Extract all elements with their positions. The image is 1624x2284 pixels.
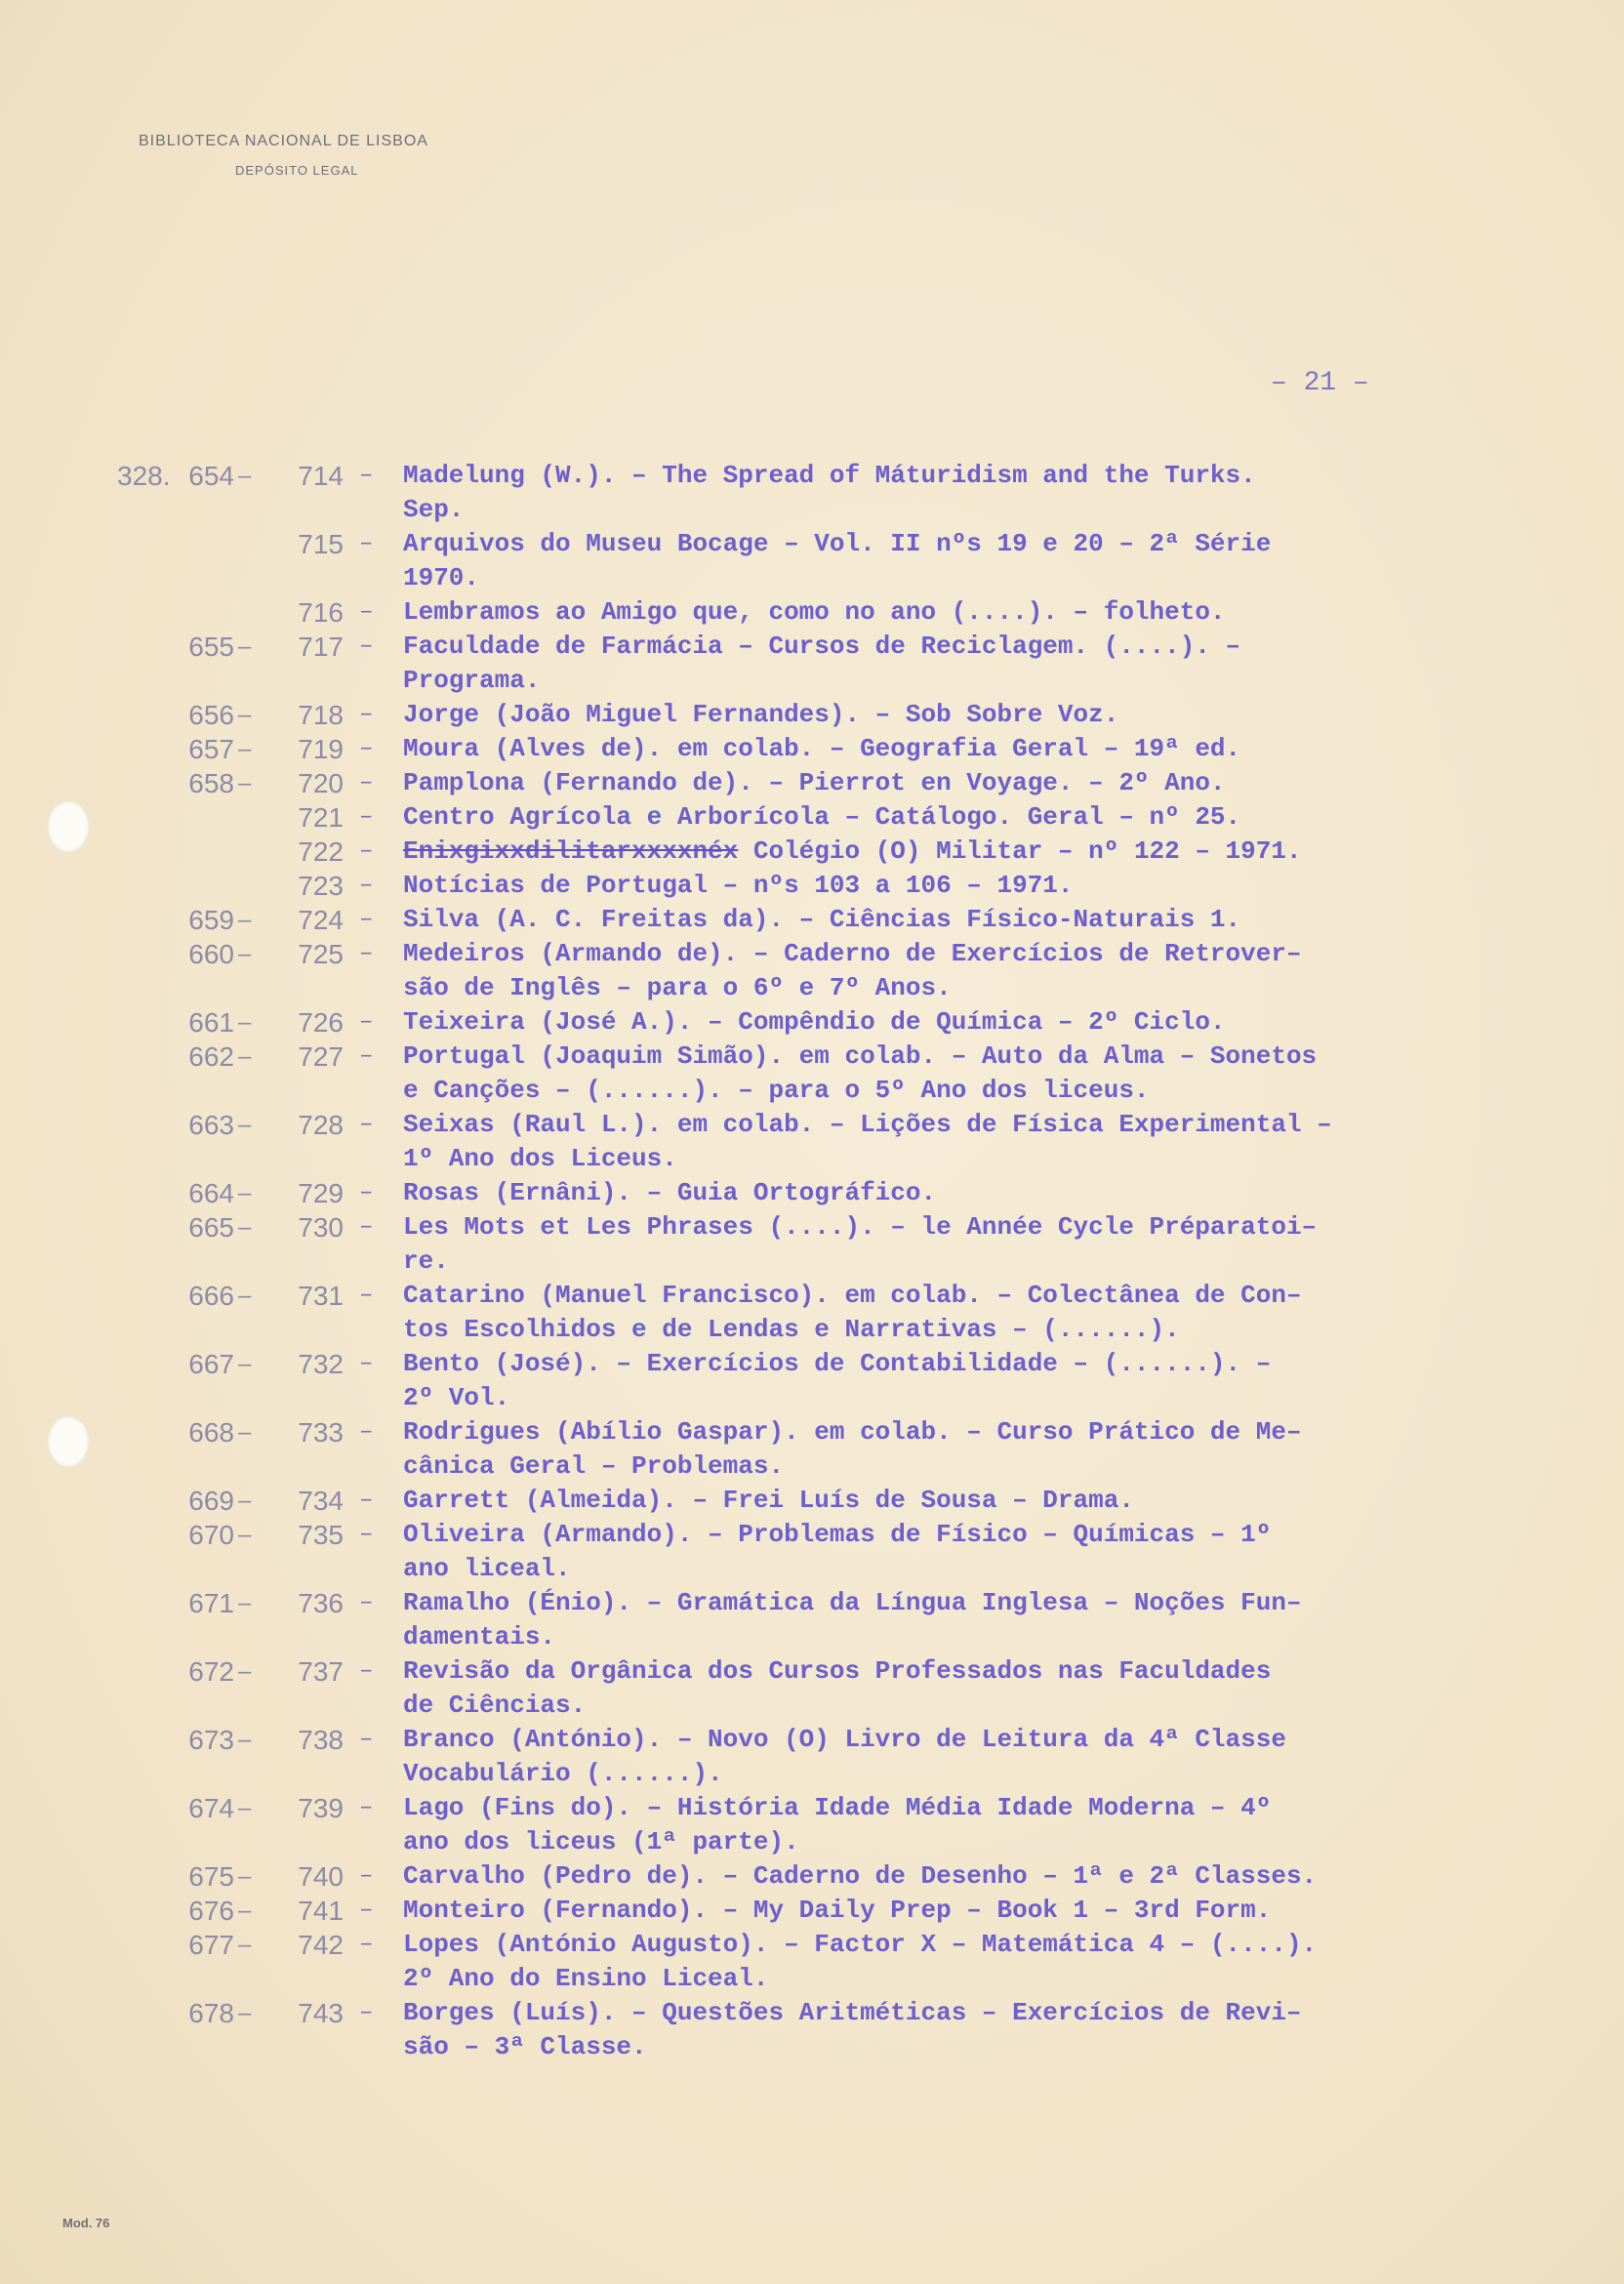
entry-title: Teixeira (José A.). – Compêndio de Química – 2º Ciclo.: [403, 1007, 1226, 1037]
entry-number: 732: [298, 1349, 344, 1379]
entry-continuation: cânica Geral – Problemas.: [403, 1451, 785, 1481]
entry-number: 724: [298, 905, 344, 935]
entry-first-line: [0, 1210, 1624, 1244]
separator-dash: –: [238, 1180, 252, 1206]
separator-dash: –: [359, 1522, 374, 1548]
separator-dash: –: [359, 1214, 374, 1241]
entry-continuation: tos Escolhidos e de Lendas e Narrativas – (......).: [403, 1315, 1180, 1344]
entry-title: Lopes (António Augusto). – Factor X – Matemática 4 – (....).: [403, 1930, 1318, 1959]
library-number: 677: [188, 1930, 234, 1960]
entry-first-line: [0, 1040, 1624, 1074]
entry-number: 743: [298, 1998, 344, 2028]
catalog-entry: [0, 766, 1624, 800]
entry-continuation-line: [0, 1142, 1624, 1176]
separator-dash: –: [238, 907, 252, 933]
entry-number: 737: [298, 1656, 344, 1687]
library-number: 657: [188, 734, 234, 764]
catalog-entry: [0, 1210, 1624, 1279]
catalog-entry: [0, 1108, 1624, 1176]
separator-dash: –: [238, 1009, 252, 1036]
separator-dash: –: [359, 1727, 374, 1753]
separator-dash: –: [359, 1590, 374, 1616]
entry-continuation: ano dos liceus (1ª parte).: [403, 1827, 799, 1856]
separator-dash: –: [238, 1112, 252, 1138]
entry-title: Jorge (João Miguel Fernandes). – Sob Sobre Voz.: [403, 700, 1119, 729]
entry-number: 733: [298, 1417, 344, 1448]
entry-number: 719: [298, 734, 344, 764]
entry-continuation: 2º Ano do Ensino Liceal.: [403, 1964, 769, 1993]
entry-continuation: são de Inglês – para o 6º e 7º Anos.: [403, 973, 952, 1002]
entry-title: Branco (António). – Novo (O) Livro de Leitura da 4ª Classe: [403, 1725, 1286, 1754]
entry-number: 718: [298, 700, 344, 730]
catalog-entry: [0, 1894, 1624, 1928]
entry-continuation-line: [0, 493, 1624, 527]
entry-title: Pamplona (Fernando de). – Pierrot en Voyage. – 2º Ano.: [403, 768, 1226, 797]
entry-title: Madelung (W.). – The Spread of Máturidism and the Turks.: [403, 461, 1256, 490]
entry-continuation: de Ciências.: [403, 1691, 587, 1720]
library-number: 662: [188, 1041, 234, 1072]
entry-first-line: [0, 1176, 1624, 1210]
entry-number: 729: [298, 1178, 344, 1208]
catalog-entry: [0, 1791, 1624, 1859]
entry-first-line: [0, 1791, 1624, 1825]
entry-continuation-line: [0, 1757, 1624, 1791]
catalog-entry: [0, 1484, 1624, 1518]
separator-dash: –: [238, 633, 252, 660]
entry-first-line: [0, 800, 1624, 835]
entry-title: Lembramos ao Amigo que, como no ano (....). – folheto.: [403, 597, 1226, 627]
separator-dash: –: [238, 1419, 252, 1446]
catalog-entry: [0, 527, 1624, 595]
entry-title: Faculdade de Farmácia – Cursos de Reciclagem. (....). –: [403, 632, 1241, 661]
entry-title: Notícias de Portugal – nºs 103 a 106 – 1971.: [403, 871, 1074, 900]
entry-continuation-line: [0, 1381, 1624, 1415]
entry-title: Catarino (Manuel Francisco). em colab. – Colectânea de Con–: [403, 1281, 1302, 1310]
entry-continuation: Sep.: [403, 495, 465, 524]
catalog-entry: [0, 937, 1624, 1005]
library-number: 663: [188, 1110, 234, 1140]
separator-dash: –: [238, 1351, 252, 1377]
separator-dash: –: [359, 1043, 374, 1070]
entry-title: Carvalho (Pedro de). – Caderno de Desenho – 1ª e 2ª Classes.: [403, 1861, 1318, 1891]
separator-dash: –: [359, 1419, 374, 1446]
separator-dash: –: [359, 1180, 374, 1206]
page-number: – 21 –: [1271, 368, 1369, 398]
separator-dash: –: [238, 1897, 252, 1924]
separator-dash: –: [238, 1590, 252, 1616]
separator-dash: –: [238, 1932, 252, 1958]
separator-dash: –: [359, 1351, 374, 1377]
separator-dash: –: [238, 1488, 252, 1514]
entry-continuation-line: [0, 1825, 1624, 1859]
separator-dash: –: [238, 1795, 252, 1821]
entry-title: Medeiros (Armando de). – Caderno de Exercícios de Retrover–: [403, 939, 1302, 968]
entry-continuation-line: [0, 1552, 1624, 1586]
entry-first-line: [0, 1484, 1624, 1518]
catalog-entry: [0, 595, 1624, 630]
entry-continuation: 2º Vol.: [403, 1383, 510, 1412]
entry-first-line: [0, 1894, 1624, 1928]
separator-dash: –: [238, 770, 252, 796]
entry-title: Rodrigues (Abílio Gaspar). em colab. – Curso Prático de Me–: [403, 1417, 1302, 1447]
entry-title: Les Mots et Les Phrases (....). – le Année Cycle Préparatoi–: [403, 1212, 1318, 1242]
entry-first-line: [0, 1108, 1624, 1142]
separator-dash: –: [359, 463, 374, 489]
catalog-entry: [0, 1279, 1624, 1347]
separator-dash: –: [359, 1009, 374, 1036]
separator-dash: –: [359, 1932, 374, 1958]
entry-title-text: Colégio (O) Militar – nº 122 – 1971.: [752, 836, 1302, 866]
catalog-entry: [0, 869, 1624, 903]
catalog-entry: [0, 1996, 1624, 2064]
entry-number: 717: [298, 632, 344, 662]
entry-first-line: [0, 766, 1624, 800]
entry-title: Oliveira (Armando). – Problemas de Físico – Químicas – 1º: [403, 1520, 1272, 1549]
entry-first-line: [0, 1347, 1624, 1381]
entry-continuation-line: [0, 664, 1624, 698]
entry-number: 725: [298, 939, 344, 969]
separator-dash: –: [359, 873, 374, 899]
entry-first-line: [0, 527, 1624, 561]
entry-title: Portugal (Joaquim Simão). em colab. – Auto da Alma – Sonetos: [403, 1041, 1318, 1071]
library-number: 675: [188, 1861, 234, 1892]
catalog-entry: [0, 1518, 1624, 1586]
entry-title: Revisão da Orgânica dos Cursos Professados nas Faculdades: [403, 1656, 1272, 1686]
library-number: 669: [188, 1486, 234, 1516]
entry-continuation: damentais.: [403, 1622, 556, 1652]
entry-continuation-line: [0, 1962, 1624, 1996]
entry-continuation: re.: [403, 1246, 449, 1276]
entry-first-line: [0, 1859, 1624, 1894]
entry-continuation: 1970.: [403, 563, 480, 592]
entry-number: 720: [298, 768, 344, 798]
entry-first-line: [0, 1723, 1624, 1757]
separator-dash: –: [359, 633, 374, 660]
catalog-entry: [0, 698, 1624, 732]
entry-first-line: [0, 1005, 1624, 1040]
institution-header: BIBLIOTECA NACIONAL DE LISBOA: [139, 133, 428, 149]
catalog-entry: [0, 1586, 1624, 1654]
entry-title: Bento (José). – Exercícios de Contabilidade – (......). –: [403, 1349, 1272, 1378]
entry-title: Centro Agrícola e Arborícola – Catálogo. Geral – nº 25.: [403, 802, 1241, 832]
library-number: 659: [188, 905, 234, 935]
entry-first-line: [0, 869, 1624, 903]
entry-title: Borges (Luís). – Questões Aritméticas – Exercícios de Revi–: [403, 1998, 1302, 2027]
entry-first-line: [0, 1586, 1624, 1620]
separator-dash: –: [359, 599, 374, 626]
entry-number: 728: [298, 1110, 344, 1140]
separator-dash: –: [359, 1897, 374, 1924]
entry-number: 715: [298, 529, 344, 559]
library-number: 656: [188, 700, 234, 730]
catalog-entry-list: [0, 459, 1624, 2064]
library-number: 670: [188, 1520, 234, 1550]
entry-continuation: são – 3ª Classe.: [403, 2032, 647, 2061]
library-number: 660: [188, 939, 234, 969]
entry-continuation: Vocabulário (......).: [403, 1759, 723, 1788]
entry-continuation-line: [0, 1620, 1624, 1654]
separator-dash: –: [359, 702, 374, 728]
entry-number: 721: [298, 802, 344, 833]
library-number: 678: [188, 1998, 234, 2028]
entry-number: 723: [298, 871, 344, 901]
entry-title: Moura (Alves de). em colab. – Geografia Geral – 19ª ed.: [403, 734, 1241, 763]
separator-dash: –: [238, 1283, 252, 1309]
entry-number: 731: [298, 1281, 344, 1311]
entry-number: 734: [298, 1486, 344, 1516]
separator-dash: –: [359, 838, 374, 865]
classification-prefix: 328.: [117, 461, 171, 491]
entry-continuation: 1º Ano dos Liceus.: [403, 1144, 677, 1173]
catalog-entry: [0, 1347, 1624, 1415]
entry-title: Lago (Fins do). – História Idade Média Idade Moderna – 4º: [403, 1793, 1272, 1822]
entry-first-line: [0, 903, 1624, 937]
library-number: 655: [188, 632, 234, 662]
library-number: 676: [188, 1896, 234, 1926]
separator-dash: –: [238, 1658, 252, 1685]
entry-number: 738: [298, 1725, 344, 1755]
separator-dash: –: [238, 1863, 252, 1890]
library-number: 668: [188, 1417, 234, 1448]
entry-first-line: [0, 1654, 1624, 1689]
library-number: 654: [188, 461, 234, 491]
entry-first-line: [0, 630, 1624, 664]
entry-first-line: [0, 1279, 1624, 1313]
entry-first-line: [0, 732, 1624, 766]
entry-continuation-line: [0, 561, 1624, 595]
entry-continuation-line: [0, 1689, 1624, 1723]
entry-number: 726: [298, 1007, 344, 1038]
separator-dash: –: [359, 804, 374, 831]
entry-continuation-line: [0, 1074, 1624, 1108]
entry-first-line: [0, 835, 1624, 869]
entry-number: 727: [298, 1041, 344, 1072]
entry-first-line: [0, 1415, 1624, 1449]
separator-dash: –: [359, 907, 374, 933]
entry-title: Rosas (Ernâni). – Guia Ortográfico.: [403, 1178, 937, 1207]
catalog-entry: [0, 630, 1624, 698]
entry-number: 742: [298, 1930, 344, 1960]
separator-dash: –: [359, 1795, 374, 1821]
separator-dash: –: [359, 770, 374, 796]
entry-number: 740: [298, 1861, 344, 1892]
separator-dash: –: [238, 702, 252, 728]
catalog-entry: [0, 835, 1624, 869]
entry-first-line: [0, 1518, 1624, 1552]
entry-first-line: [0, 1996, 1624, 2030]
separator-dash: –: [359, 1112, 374, 1138]
entry-continuation: Programa.: [403, 666, 541, 695]
catalog-entry: [0, 1176, 1624, 1210]
separator-dash: –: [359, 531, 374, 557]
entry-number: 736: [298, 1588, 344, 1618]
library-number: 671: [188, 1588, 234, 1618]
entry-first-line: [0, 937, 1624, 971]
catalog-entry: [0, 1928, 1624, 1996]
entry-continuation-line: [0, 1313, 1624, 1347]
entry-first-line: [0, 698, 1624, 732]
entry-continuation: e Canções – (......). – para o 5º Ano dos liceus.: [403, 1076, 1150, 1105]
entry-number: 716: [298, 597, 344, 628]
library-number: 661: [188, 1007, 234, 1038]
separator-dash: –: [238, 1043, 252, 1070]
library-number: 665: [188, 1212, 234, 1243]
separator-dash: –: [359, 941, 374, 967]
entry-number: 730: [298, 1212, 344, 1243]
entry-number: 714: [298, 461, 344, 491]
entry-first-line: [0, 595, 1624, 630]
catalog-entry: [0, 800, 1624, 835]
library-number: 666: [188, 1281, 234, 1311]
library-number: 667: [188, 1349, 234, 1379]
catalog-entry: [0, 459, 1624, 527]
separator-dash: –: [238, 463, 252, 489]
entry-first-line: [0, 1928, 1624, 1962]
separator-dash: –: [238, 1727, 252, 1753]
catalog-entry: [0, 1654, 1624, 1723]
entry-number: 741: [298, 1896, 344, 1926]
separator-dash: –: [359, 736, 374, 762]
entry-title: Monteiro (Fernando). – My Daily Prep – Book 1 – 3rd Form.: [403, 1896, 1272, 1925]
struck-text: Enixgixxdilitarxxxxnéx: [403, 836, 739, 866]
separator-dash: –: [238, 1214, 252, 1241]
separator-dash: –: [359, 1283, 374, 1309]
entry-title: Ramalho (Énio). – Gramática da Língua Inglesa – Noções Fun–: [403, 1588, 1302, 1617]
form-number: Mod. 76: [62, 2216, 110, 2230]
entry-continuation-line: [0, 1244, 1624, 1279]
entry-continuation-line: [0, 1449, 1624, 1484]
catalog-entry: [0, 1040, 1624, 1108]
entry-continuation-line: [0, 971, 1624, 1005]
entry-continuation: ano liceal.: [403, 1554, 571, 1583]
catalog-entry: [0, 1005, 1624, 1040]
library-number: 673: [188, 1725, 234, 1755]
entry-number: 739: [298, 1793, 344, 1823]
separator-dash: –: [238, 736, 252, 762]
catalog-entry: [0, 1415, 1624, 1484]
separator-dash: –: [238, 941, 252, 967]
entry-first-line: [0, 459, 1624, 493]
library-number: 658: [188, 768, 234, 798]
separator-dash: –: [359, 1863, 374, 1890]
entry-continuation-line: [0, 2030, 1624, 2064]
entry-number: 722: [298, 836, 344, 867]
catalog-entry: [0, 1723, 1624, 1791]
library-number: 674: [188, 1793, 234, 1823]
entry-title: Silva (A. C. Freitas da). – Ciências Físico-Naturais 1.: [403, 905, 1241, 934]
entry-title: Arquivos do Museu Bocage – Vol. II nºs 19 e 20 – 2ª Série: [403, 529, 1272, 558]
department-header: DEPÓSITO LEGAL: [235, 163, 359, 178]
separator-dash: –: [359, 1488, 374, 1514]
catalog-entry: [0, 1859, 1624, 1894]
entry-title: Seixas (Raul L.). em colab. – Lições de Física Experimental –: [403, 1110, 1332, 1139]
library-number: 672: [188, 1656, 234, 1687]
catalog-entry: [0, 732, 1624, 766]
separator-dash: –: [359, 1658, 374, 1685]
separator-dash: –: [238, 2000, 252, 2026]
entry-title: Garrett (Almeida). – Frei Luís de Sousa – Drama.: [403, 1486, 1134, 1515]
entry-number: 735: [298, 1520, 344, 1550]
separator-dash: –: [238, 1522, 252, 1548]
entry-title: [403, 835, 1302, 869]
catalog-entry: [0, 903, 1624, 937]
separator-dash: –: [359, 2000, 374, 2026]
library-number: 664: [188, 1178, 234, 1208]
